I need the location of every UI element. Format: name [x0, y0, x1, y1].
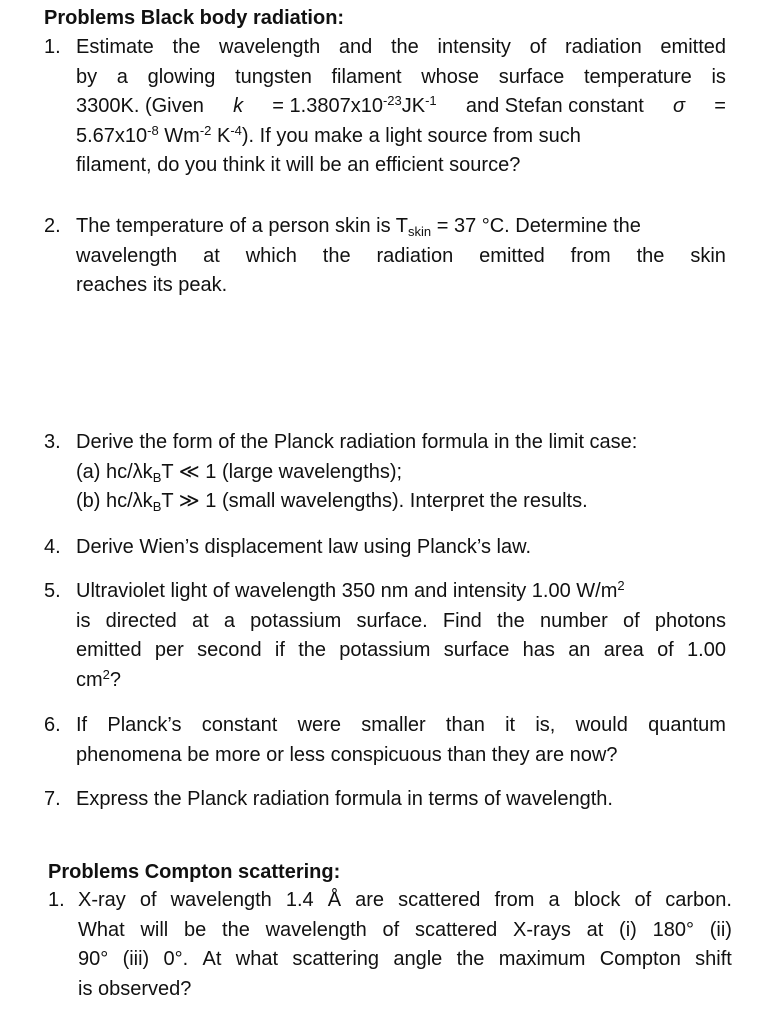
problem-number: 7. — [44, 788, 61, 810]
problem-line: wavelength at which the radiation emitted from the skin — [76, 244, 726, 267]
problem-line: emitted per second if the potassium surface has an area of 1.00 — [76, 639, 726, 662]
problem-blackbody-7 — [44, 785, 726, 815]
problem-line: The temperature of a person skin is $T_{skin} = 37$ °C. Determine the — [76, 215, 641, 239]
problem-line: Derive the form of the Planck radiation formula in the limit case: — [76, 431, 638, 453]
problem-text — [76, 533, 726, 563]
problem-line: Derive Wien’s displacement law using Planck’s law. — [76, 536, 532, 558]
problem-text — [76, 711, 726, 770]
problem-line: reaches its peak. — [76, 274, 228, 297]
problem-line: If Planck’s constant were smaller than it is, would quantum — [76, 714, 726, 736]
problem-text — [76, 33, 726, 181]
problem-line: (a) $hc/\lambda k_BT$ ≪ 1 (large wavelengths); — [76, 460, 403, 485]
section-title-blackbody: Problems Black body radiation: — [44, 7, 345, 29]
problem-line: Express the Planck radiation formula in terms of wavelength. — [76, 788, 613, 810]
problem-line: X-ray of wavelength 1.4 Å are scattered from a block of carbon. — [78, 889, 732, 911]
problem-line: (b) $hc/\lambda k_BT$ ≫ 1 (small wavelengths). Interpret the results. — [76, 490, 588, 515]
problem-line: What will be the wavelength of scattered X-rays at (i) 180° (ii) — [78, 918, 732, 941]
problem-blackbody-1 — [44, 33, 726, 183]
problem-number: 6. — [44, 714, 61, 736]
problem-text — [78, 886, 732, 1004]
problem-line: Estimate the wavelength and the intensity of radiation emitted — [76, 36, 726, 58]
problem-line: 3300K. (Given k = $1.3807x10^{-23}JK^{-1}$ and Stefan constant σ = — [76, 93, 726, 118]
problem-line: Ultraviolet light of wavelength 350 nm and intensity 1.00 $W/m^2$ — [76, 578, 625, 602]
problem-blackbody-5 — [44, 577, 726, 697]
problem-text — [76, 785, 726, 815]
problem-line: phenomena be more or less conspicuous than they are now? — [76, 743, 618, 766]
problem-text — [76, 212, 726, 301]
problem-line: is observed? — [78, 977, 192, 1000]
problem-line: $5.67x10^{-8}$ $Wm^{-2}$ $K^{-4}$). If you make a light source from such — [76, 122, 581, 147]
problem-line: 90° (iii) 0°. At what scattering angle the maximum Compton shift — [78, 948, 732, 971]
problem-blackbody-3 — [44, 428, 726, 518]
problem-number: 1. — [44, 36, 61, 58]
problem-blackbody-2 — [44, 212, 726, 302]
problem-blackbody-4 — [44, 533, 726, 563]
problem-line: is directed at a potassium surface. Find the number of photons — [76, 609, 726, 632]
section-title-compton: Problems Compton scattering: — [48, 861, 341, 883]
problem-number: 3. — [44, 431, 61, 453]
problem-line: by a glowing tungsten filament whose surface temperature is — [76, 65, 726, 88]
problem-compton-1 — [48, 886, 732, 1006]
problem-number: 5. — [44, 580, 61, 602]
problem-number: 2. — [44, 215, 61, 237]
problem-line: filament, do you think it will be an efficient source? — [76, 154, 521, 177]
problem-blackbody-6 — [44, 711, 726, 771]
problem-number: 4. — [44, 536, 61, 558]
problem-line: $cm^2$? — [76, 666, 122, 691]
problem-number: 1. — [48, 889, 65, 911]
problem-text — [76, 428, 726, 517]
problem-text — [76, 577, 726, 695]
